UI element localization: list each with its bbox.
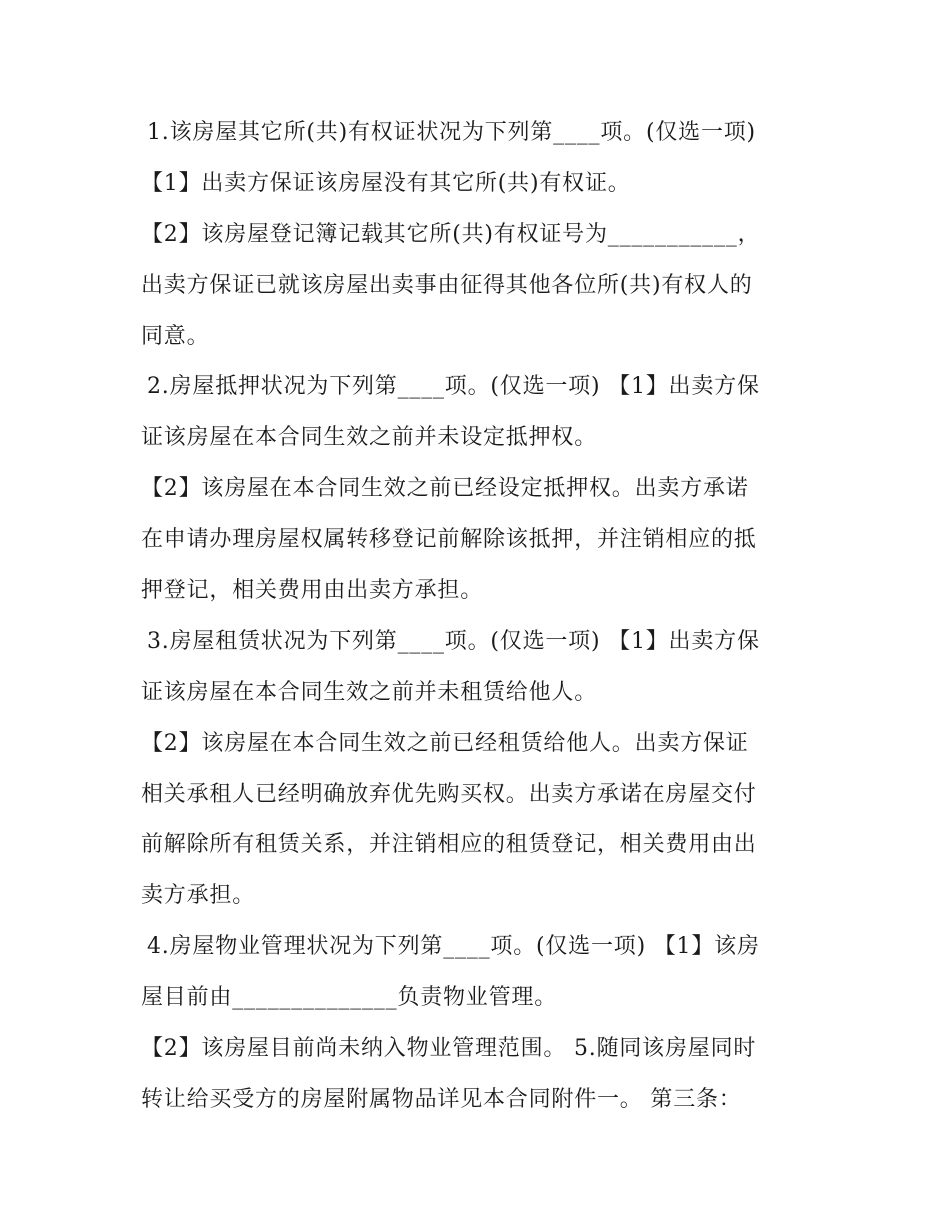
clause-5-cont: 转让给买受方的房屋附属物品详见本合同附件一。 第三条： — [141, 1086, 742, 1112]
clause-1-option-2-cont: 出卖方保证已就该房屋出卖事由征得其他各位所(共)有权人的 — [141, 272, 753, 298]
clause-3-heading: 3.房屋租赁状况为下列第____项。(仅选一项) 【1】出卖方保 — [147, 628, 760, 654]
clause-1-option-2-end: 同意。 — [141, 323, 210, 349]
document-body — [141, 108, 821, 1126]
clause-4-option-2: 【2】该房屋目前尚未纳入物业管理范围。 5.随同该房屋同时 — [141, 1036, 757, 1062]
clause-3-option-2-end: 卖方承担。 — [141, 883, 256, 909]
clause-3-option-1-cont: 证该房屋在本合同生效之前并未租赁给他人。 — [141, 679, 598, 705]
clause-3-option-2: 【2】该房屋在本合同生效之前已经租赁给他人。出卖方保证 — [141, 730, 749, 756]
clause-2-option-2-end: 押登记，相关费用由出卖方承担。 — [141, 578, 484, 604]
clause-1-option-1: 【1】出卖方保证该房屋没有其它所(共)有权证。 — [141, 170, 631, 196]
clause-2-option-1-cont: 证该房屋在本合同生效之前并未设定抵押权。 — [141, 425, 598, 451]
clause-3-option-2-cont-2: 前解除所有租赁关系，并注销相应的租赁登记，相关费用由出 — [141, 832, 757, 858]
clause-3-option-2-cont: 相关承租人已经明确放弃优先购买权。出卖方承诺在房屋交付 — [141, 781, 757, 807]
clause-2-option-2-cont: 在申请办理房屋权属转移登记前解除该抵押，并注销相应的抵 — [141, 527, 757, 553]
clause-4-heading: 4.房屋物业管理状况为下列第____项。(仅选一项) 【1】该房 — [147, 934, 760, 960]
clause-2-heading: 2.房屋抵押状况为下列第____项。(仅选一项) 【1】出卖方保 — [147, 374, 760, 400]
clause-1-option-2: 【2】该房屋登记簿记载其它所(共)有权证号为___________， — [141, 221, 761, 247]
clause-1-heading: 1.该房屋其它所(共)有权证状况为下列第____项。(仅选一项) — [147, 120, 756, 145]
clause-2-option-2: 【2】该房屋在本合同生效之前已经设定抵押权。出卖方承诺 — [141, 476, 749, 502]
clause-4-option-1-cont: 屋目前由______________负责物业管理。 — [141, 985, 558, 1011]
